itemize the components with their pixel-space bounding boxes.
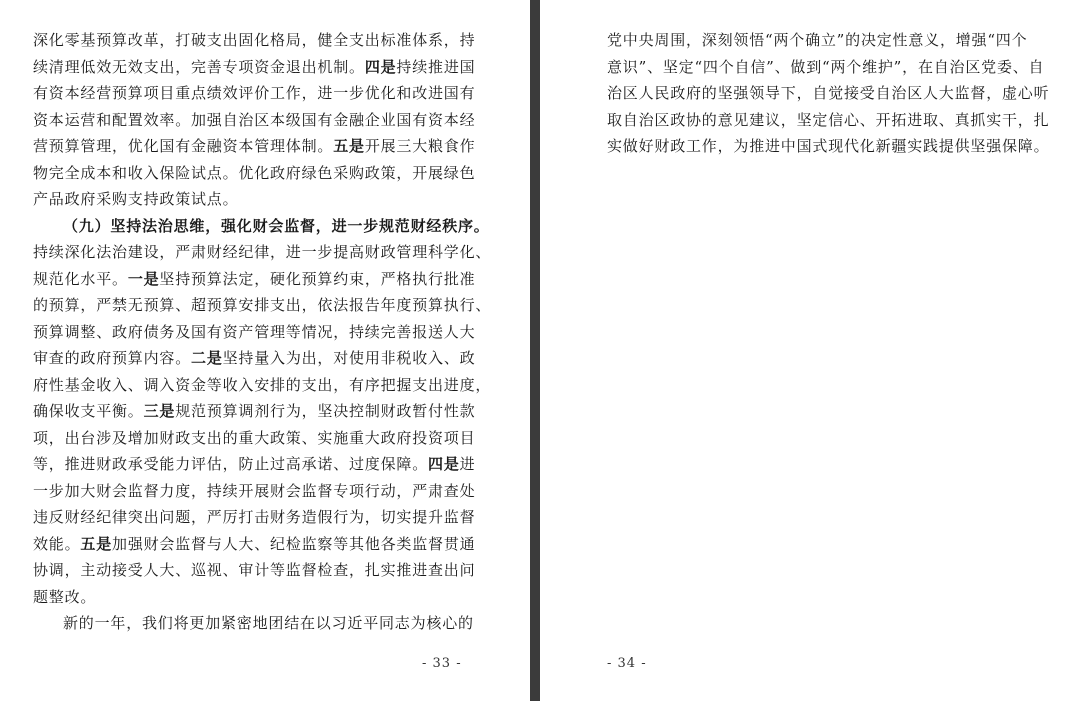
text-line	[33, 266, 476, 293]
text-line	[607, 27, 1047, 54]
text-segment: 持续推进国	[396, 57, 476, 76]
text-segment: 深化零基预算改革，打破支出固化格局，健全支出标准体系，持	[33, 31, 476, 49]
bold-text-segment: 三是	[143, 402, 176, 420]
text-segment: 规范化水平。	[33, 269, 128, 288]
text-line	[33, 345, 476, 372]
bold-text-segment: 四是	[428, 455, 460, 473]
text-line	[33, 451, 476, 478]
text-line	[33, 531, 476, 558]
text-line	[33, 557, 476, 584]
text-segment: 资本运营和配置效率。加强自治区本级国有金融企业国有资本经	[33, 110, 476, 129]
text-line	[33, 425, 476, 452]
text-segment: 坚持量入为出，对使用非税收入、政	[222, 349, 476, 367]
text-segment: 进	[459, 455, 476, 473]
text-segment: 产品政府采购支持政策试点。	[33, 190, 239, 208]
bold-text-segment: 二是	[191, 349, 223, 367]
document-page-right	[540, 0, 1080, 701]
page-divider	[530, 0, 540, 701]
text-segment: 取自治区政协的意见建议，坚定信心、开拓进取、真抓实干，扎	[607, 110, 1050, 129]
text-segment: 效能。	[33, 534, 81, 553]
text-segment: 题整改。	[33, 587, 97, 606]
bold-text-segment: 四是	[364, 57, 397, 76]
text-line	[607, 107, 1050, 134]
text-segment: 坚持预算法定，硬化预算约束，严格执行批准	[159, 269, 476, 288]
text-segment: 确保收支平衡。	[33, 402, 144, 420]
bold-text-segment: （九）坚持法治思维，强化财会监督，进一步规范财经秩序。	[63, 216, 490, 235]
text-segment: 等，推进财政承受能力评估，防止过高承诺、过度保障。	[33, 455, 429, 473]
text-segment: 续清理低效无效支出，完善专项资金退出机制。	[33, 57, 365, 76]
text-segment: 预算调整、政府债务及国有资产管理等情况，持续完善报送人大	[33, 322, 476, 341]
text-line	[607, 133, 1050, 160]
text-segment: 党中央周围，深刻领悟“两个确立”的决定性意义，增强“四个	[607, 31, 1028, 49]
text-segment: 规范预算调剂行为，坚决控制财政暂付性款	[175, 402, 476, 420]
text-segment: 违反财经纪律突出问题，严厉打击财务造假行为，切实提升监督	[33, 508, 476, 526]
text-line	[33, 186, 473, 213]
text-segment: 一步加大财会监督力度，持续开展财会监督专项行动，严肃查处	[33, 481, 476, 500]
text-line	[33, 133, 476, 160]
bold-text-segment: 一是	[127, 269, 160, 288]
text-segment: 意识”、坚定“四个自信”、做到“两个维护”，在自治区党委、自	[607, 57, 1045, 76]
text-segment: 开展三大粮食作	[364, 137, 476, 155]
text-segment: 治区人民政府的坚强领导下，自觉接受自治区人大监督，虚心听	[607, 84, 1050, 102]
document-page-left	[0, 0, 530, 701]
bold-text-segment: 五是	[333, 137, 365, 155]
text-line	[33, 107, 476, 134]
text-segment: 府性基金收入、调入资金等收入安排的支出，有序把握支出进度，	[33, 375, 492, 394]
text-line	[33, 160, 476, 187]
page-number: - 34 -	[607, 656, 647, 671]
text-line	[33, 319, 476, 346]
text-segment: 有资本经营预算项目重点绩效评价工作，进一步优化和改进国有	[33, 84, 476, 102]
text-line	[607, 80, 1050, 107]
text-segment: 加强财会监督与人大、纪检监察等其他各类监督贯通	[112, 534, 476, 553]
text-line	[33, 610, 473, 637]
text-segment: 审查的政府预算内容。	[33, 349, 192, 367]
text-line	[33, 504, 476, 531]
page-number: - 33 -	[422, 656, 462, 671]
text-segment: 的预算，严禁无预算、超预算安排支出，依法报告年度预算执行、	[33, 296, 492, 314]
text-line	[33, 292, 492, 319]
page-body-text	[607, 27, 1050, 160]
text-line	[33, 213, 490, 240]
text-line	[33, 54, 476, 81]
text-segment: 项，出台涉及增加财政支出的重大政策、实施重大政府投资项目	[33, 428, 476, 447]
text-line	[607, 54, 1047, 81]
text-line	[33, 27, 476, 54]
text-segment: 协调，主动接受人大、巡视、审计等监督检查，扎实推进查出问	[33, 561, 476, 579]
text-segment: 实做好财政工作，为推进中国式现代化新疆实践提供坚强保障。	[607, 137, 1050, 155]
page-body-text	[33, 27, 492, 637]
text-segment: 持续深化法治建设，严肃财经纪律，进一步提高财政管理科学化、	[33, 243, 492, 261]
bold-text-segment: 五是	[80, 534, 113, 553]
text-segment: 新的一年，我们将更加紧密地团结在以习近平同志为核心的	[63, 614, 474, 632]
text-line	[33, 398, 476, 425]
text-line	[33, 584, 473, 611]
text-line	[33, 372, 492, 399]
text-segment: 营预算管理，优化国有金融资本管理体制。	[33, 137, 334, 155]
text-line	[33, 478, 476, 505]
text-segment: 物完全成本和收入保险试点。优化政府绿色采购政策，开展绿色	[33, 163, 476, 182]
text-line	[33, 239, 492, 266]
text-line	[33, 80, 476, 107]
